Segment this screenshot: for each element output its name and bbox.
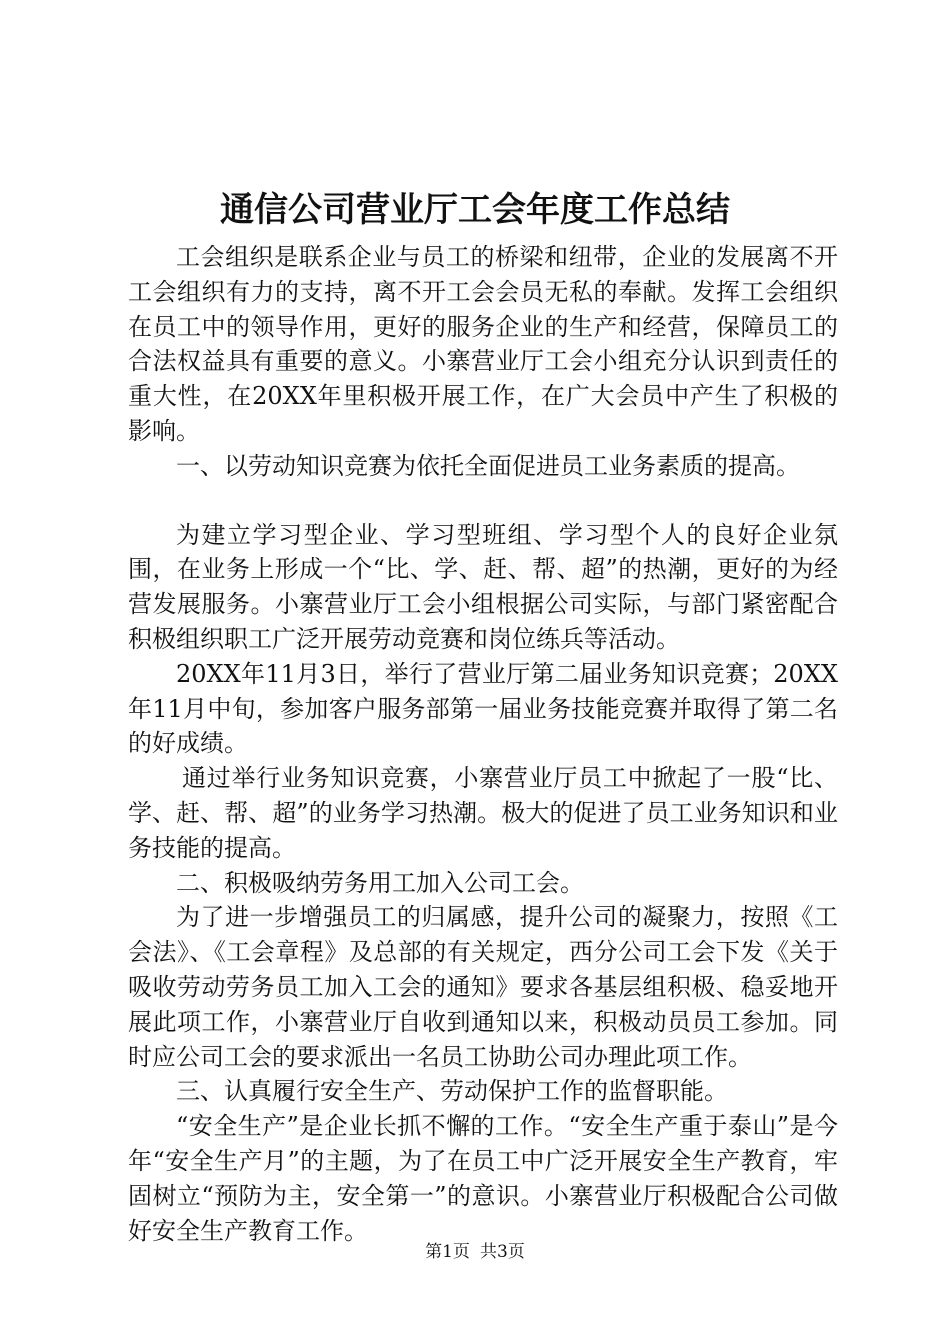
paragraph-competition-result: 通过举行业务知识竞赛，小寨营业厅员工中掀起了一股“比、学、赶、帮、超”的业务学习热潮。极大的促进了员工业务知识和业务技能的提高。 — [128, 764, 838, 862]
section-heading-3: 三、认真履行安全生产、劳动保护工作的监督职能。 — [176, 1077, 728, 1106]
section-heading-2: 二、积极吸纳劳务用工加入公司工会。 — [176, 868, 584, 897]
page-number-total: 共3页 — [480, 1242, 525, 1262]
page-number-current: 第1页 — [425, 1242, 470, 1262]
paragraph-union-membership: 为了进一步增强员工的归属感，提升公司的凝聚力，按照《工会法》、《工会章程》及总部的有关规定，西分公司工会下发《关于吸收劳动劳务员工加入工会的通知》要求各基层组积极、稳妥地开展此项工作，小寨营业厅自收到通知以来，积极动员员工参加。同时应公司工会的要求派出一名员工协助公司办理此项工作。 — [128, 903, 838, 1071]
paragraph-safety-production: “安全生产”是企业长抓不懈的工作。“安全生产重于泰山”是今年“安全生产月”的主题，为了在员工中广泛开展安全生产教育，牢固树立“预防为主，安全第一”的意识。小寨营业厅积极配合公司做好安全生产教育工作。 — [128, 1112, 838, 1245]
document-title: 通信公司营业厅工会年度工作总结 — [220, 190, 730, 230]
paragraph-learning-atmosphere: 为建立学习型企业、学习型班组、学习型个人的良好企业氛围，在业务上形成一个“比、学、赶、帮、超”的热潮，更好的为经营发展服务。小寨营业厅工会小组根据公司实际，与部门紧密配合积极组织职工广泛开展劳动竞赛和岗位练兵等活动。 — [128, 520, 838, 653]
page-footer — [0, 1240, 950, 1264]
paragraph-competition-dates: 20XX年11月3日，举行了营业厅第二届业务知识竞赛；20XX年11月中旬，参加客户服务部第一届业务技能竞赛并取得了第二名的好成绩。 — [128, 659, 838, 758]
paragraph-intro: 工会组织是联系企业与员工的桥梁和纽带，企业的发展离不开工会组织有力的支持，离不开工会会员无私的奉献。发挥工会组织在员工中的领导作用，更好的服务企业的生产和经营，保障员工的合法权益具有重要的意义。小寨营业厅工会小组充分认识到责任的重大性，在20XX年里积极开展工作，在广大会员中产生了积极的影响。 — [128, 243, 838, 445]
section-heading-1: 一、以劳动知识竞赛为依托全面促进员工业务素质的提高。 — [176, 451, 800, 480]
document-body — [128, 240, 838, 1248]
